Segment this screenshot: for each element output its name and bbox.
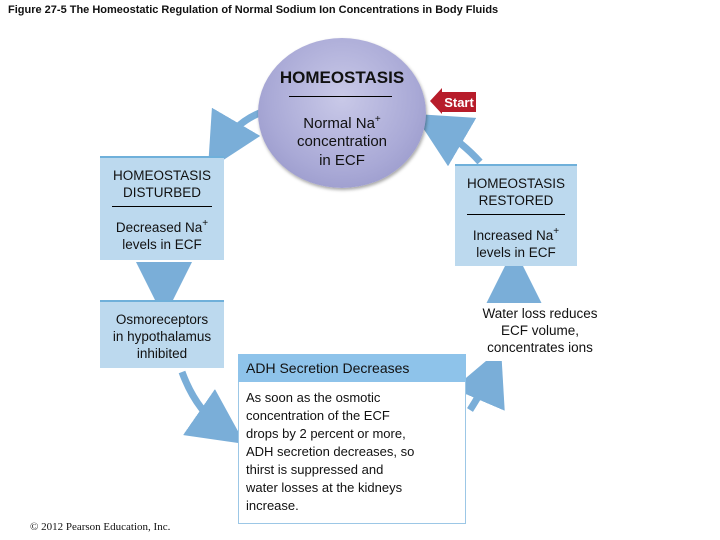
water-loss-line-3: concentrates ions xyxy=(487,340,593,355)
homeostasis-divider xyxy=(289,96,392,97)
adh-header-label: ADH Secretion Decreases xyxy=(246,360,410,376)
adh-line: drops by 2 percent or more, xyxy=(246,426,406,441)
water-loss-line-1: Water loss reduces xyxy=(482,306,598,321)
homeostasis-title: HOMEOSTASIS xyxy=(279,68,405,87)
water-loss-text xyxy=(458,303,622,361)
disturbed-title-2: DISTURBED xyxy=(122,185,201,200)
osmoreceptors-box xyxy=(100,300,224,368)
start-tag xyxy=(430,88,476,114)
homeostasis-line-3: in ECF xyxy=(319,152,365,169)
restored-box xyxy=(455,164,577,266)
restored-divider xyxy=(467,214,565,215)
arrow-osmoreceptors-to-adh xyxy=(182,372,222,428)
figure-title: Figure 27-5 The Homeostatic Regulation of Normal Sodium Ion Concentrations in Body Fluids xyxy=(8,4,499,16)
arrow-adh-to-water-loss xyxy=(470,374,490,410)
adh-line: water losses at the kidneys xyxy=(246,480,403,495)
disturbed-box xyxy=(100,156,224,260)
disturbed-divider xyxy=(112,206,212,207)
adh-line: increase. xyxy=(246,498,299,513)
restored-detail-1: Increased Na+ xyxy=(472,226,560,243)
disturbed-detail-2: levels in ECF xyxy=(122,237,202,252)
restored-title-1: HOMEOSTASIS xyxy=(466,176,565,191)
copyright-notice: © 2012 Pearson Education, Inc. xyxy=(30,521,171,533)
adh-line: As soon as the osmotic xyxy=(246,390,381,405)
arrow-circle-to-disturbed xyxy=(222,112,262,146)
disturbed-detail-1: Decreased Na+ xyxy=(115,218,209,235)
arrow-restored-to-circle xyxy=(438,128,480,162)
adh-line: concentration of the ECF xyxy=(246,408,390,423)
water-loss-line-2: ECF volume, xyxy=(500,323,580,338)
adh-description xyxy=(246,389,460,515)
start-label: Start xyxy=(444,95,474,110)
restored-detail-2: levels in ECF xyxy=(476,245,556,260)
homeostasis-line-1: Normal Na+ xyxy=(303,114,381,132)
osmoreceptors-line-3: inhibited xyxy=(136,346,188,361)
osmoreceptors-line-1: Osmoreceptors xyxy=(115,312,209,327)
adh-line: ADH secretion decreases, so xyxy=(246,444,415,459)
homeostasis-line-2: concentration xyxy=(296,133,388,150)
adh-line: thirst is suppressed and xyxy=(246,462,384,477)
restored-title-2: RESTORED xyxy=(478,193,554,208)
disturbed-title-1: HOMEOSTASIS xyxy=(112,168,211,183)
osmoreceptors-line-2: in hypothalamus xyxy=(112,329,212,344)
adh-header xyxy=(238,354,466,382)
